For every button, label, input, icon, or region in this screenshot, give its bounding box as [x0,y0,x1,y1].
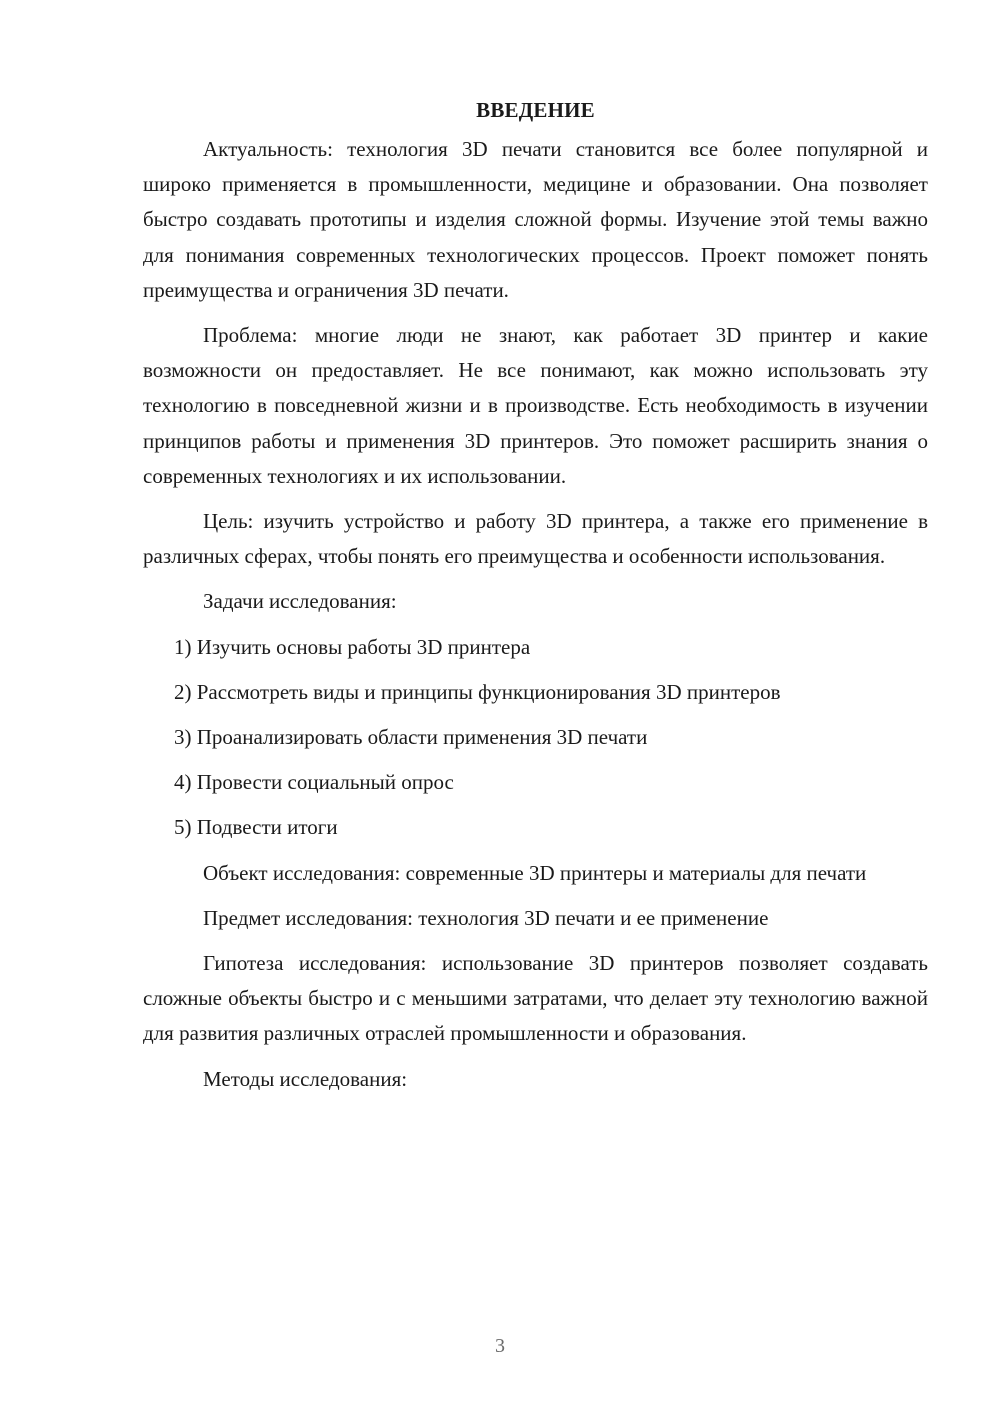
task-item: 3) Проанализировать области применения 3D печати [174,725,648,750]
task-item: 5) Подвести итоги [174,815,338,840]
paragraph-problem: Проблема: многие люди не знают, как работает 3D принтер и какие возможности он предоставляет. Не все понимают, как можно использовать эту технологию в повседневной жизни и в производстве. Есть необходимость в изучении принципов работы и применения 3D принтеров. Это поможет расширить знания о современных технологиях и их использовании. [143,323,928,488]
task-item: 4) Провести социальный опрос [174,770,454,795]
task-item: 2) Рассмотреть виды и принципы функционирования 3D принтеров [174,679,781,704]
paragraph-relevance: Актуальность: технология 3D печати становится все более популярной и широко применяется в промышленности, медицине и образовании. Она позволяет быстро создавать прототипы и изделия сложной формы. Изучение этой темы важно для понимания современных технологических процессов. Проект поможет понять преимущества и ограничения 3D печати. [143,137,928,302]
document-page [143,92,928,1107]
paragraph-subject: Предмет исследования: технология 3D печати и ее применение [203,905,769,930]
paragraph-hypothesis: Гипотеза исследования: использование 3D принтеров позволяет создавать сложные объекты быстро и с меньшими затратами, что делает эту технологию важной для развития различных отраслей промышленности и образования. [143,951,928,1046]
tasks-heading: Задачи исследования: [203,589,397,614]
section-title: ВВЕДЕНИЕ [476,98,595,122]
task-list [143,630,928,846]
task-item: 1) Изучить основы работы 3D принтера [174,634,531,659]
page-number: 3 [495,1335,505,1357]
paragraph-object: Объект исследования: современные 3D принтеры и материалы для печати [203,860,867,885]
paragraph-goal: Цель: изучить устройство и работу 3D принтера, а также его применение в различных сферах, чтобы понять его преимущества и особенности использования. [143,509,928,569]
methods-heading: Методы исследования: [203,1066,408,1091]
